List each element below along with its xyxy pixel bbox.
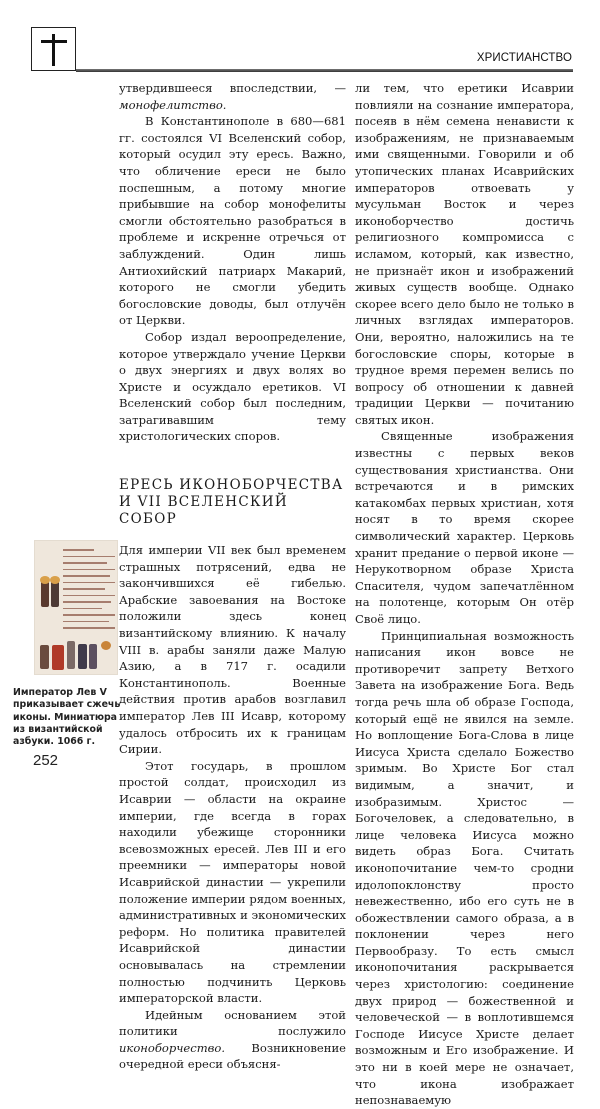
paragraph: Собор издал вероопределение, которое утверждало учение Церкви о двух энергиях и двух волях во Христе и осуждало еретиков. VI Вселенский собор был последним, затрагивавшим тему христологических споров. [119, 329, 346, 444]
cross-icon-vertical [52, 34, 55, 66]
paragraph [119, 1007, 346, 1073]
figure-caption: Император Лев V приказывает сжечь иконы. Миниатюра из византийской азбуки. 1066 г. [13, 687, 121, 748]
figure-group [40, 645, 49, 669]
paragraph: В Константинополе в 680—681 гг. состоялся VI Вселенский собор, который осудил эту ересь. Важно, что обличение ереси не было поспешным, а потому многие прибывшие на собор монофелиты смогли обстоятельно разобраться в проблеме и искренне отречься от заблуждений. Один лишь Антиохийский патриарх Макарий, которого не смогли убедить богословские доводы, был отлучён от Церкви. [119, 114, 346, 328]
paragraph: Для империи VII век был временем страшных потрясений, едва не закончившихся её гибелью. Арабские завоевания на Востоке положили здесь конец византийскому влиянию. К началу VIII в. арабы заняли даже Малую Азию, а в 717 г. осадили Константинополь. Военные действия против арабов возглавил император Лев III Исавр, которому удалось отбросить их к границам Сирии. [119, 543, 346, 757]
header-rule [76, 69, 573, 72]
emphasized-term: монофелитство. [119, 97, 227, 112]
paragraph: Этот государь, в прошлом простой солдат, происходил из Исаврии — области на окраине империи, где всегда в горах находили убежище сторонники всевозможных ересей. Лев III и его преемники — императоры новой Исаврийской династии — укрепили положение империи рядом военных, административных и экономических реформ. Но политика правителей Исаврийской династии основывалась на стремлении полностью подчинить Церковь императорской власти. [119, 758, 346, 1006]
page-number: 252 [33, 752, 59, 769]
paragraph-text: Идейным основанием этой политики послужило [119, 1007, 346, 1039]
cross-icon [31, 27, 76, 71]
figure-group [78, 644, 87, 669]
right-column [355, 80, 574, 1109]
miniature-illustration [34, 540, 118, 675]
paragraph [119, 80, 346, 113]
heading-line: ЕРЕСЬ ИКОНОБОРЧЕСТВА [119, 477, 344, 494]
left-column [119, 80, 346, 1073]
section-label: ХРИСТИАНСТВО [476, 52, 572, 64]
figure-halo [50, 576, 60, 584]
manuscript-text-lines [63, 549, 115, 634]
paragraph: Принципиальная возможность написания икон вовсе не противоречит запрету Ветхого Завета на изображение Бога. Ведь тогда речь шла об образе Господа, который ещё не явился на земле. Но воплощение Бога-Слова в лице Иисуса Христа сделало Божество зримым. Во Христе Бог стал видимым, а значит, и изобразимым. Христос — Богочеловек, а следовательно, в лице человека Иисуса можно видеть образ Бога. Считать иконопочитание чем-то сродни идолопоклонству просто невежественно, ибо его суть не в обожествлении самого образа, а в поклонении через него Первообразу. То есть смысл иконопочитания раскрывается через христологию: соединение двух природ — божественной и человеческой — в воплотившемся Господе Иисусе Христе делает возможным и Его изображение. И это ни в коей мере не означает, что икона изображает непознаваемую [355, 628, 574, 1108]
figure-halo [40, 576, 50, 584]
figure-emperor [41, 581, 49, 607]
figure-fire [52, 645, 64, 670]
figure-group [89, 644, 97, 669]
figure-halo [101, 641, 111, 650]
figure-attendant [51, 581, 59, 607]
heading-line: И VII ВСЕЛЕНСКИЙ СОБОР [119, 494, 288, 528]
paragraph: Священные изображения известны с первых веков существования христианства. Они встречаются и в римских катакомбах первых христиан, хотя носят в то время скорее символический характер. Церковь хранит предание о первой иконе — Нерукотворном образе Христа Спасителя, чудом запечатлённом на полотенце, которым Он отёр Своё лицо. [355, 429, 574, 626]
section-heading [119, 477, 346, 528]
paragraph-text: Возникновение очередной ереси объясня- [119, 1040, 346, 1072]
paragraph: ли тем, что еретики Исаврии повлияли на сознание императора, посеяв в нём семена ненависти к изображениям, не признаваемым ими священными. Говорили и об утопических планах Исаврийских императоров отвоевать у мусульман Восток и через иконоборчество достичь религиозного компромисса с исламом, который, как известно, не признаёт икон и изображений живых существ вообще. Однако скорее всего дело было не только в личных взглядах императоров. Они, вероятно, наложились на те богословские споры, которые в трудное время перемен велись по вопросу об отношении к давней традиции Церкви — почитанию святых икон. [355, 81, 574, 427]
paragraph-text: утвердившееся впоследствии, — [119, 81, 346, 95]
figure-group [67, 641, 75, 669]
cross-icon-horizontal [41, 40, 67, 43]
emphasized-term: иконоборчество. [119, 1040, 226, 1055]
